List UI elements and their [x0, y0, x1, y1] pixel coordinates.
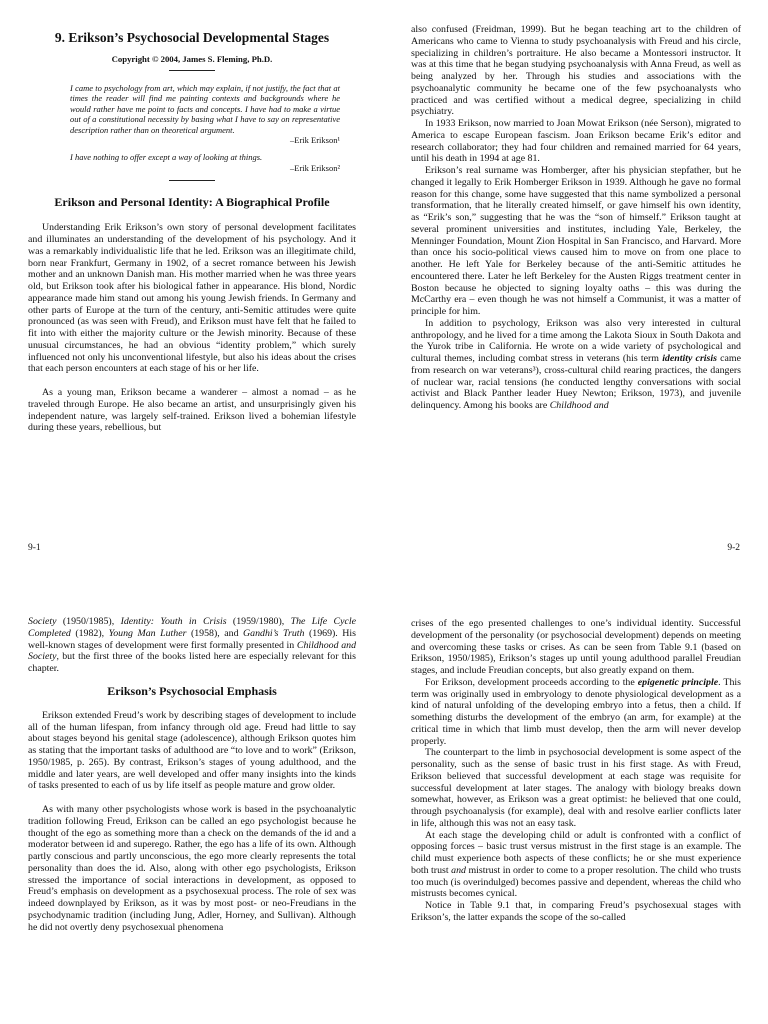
text-run: At each stage the developing child or adult is confronted with a conflict of opposing forces – basic trust versus mistrust in the first stage is an example. The child must experience both aspects of these conflicts; he or she must experience both trust: [411, 829, 741, 876]
text-run: (1982),: [70, 627, 109, 639]
body-paragraph: [411, 830, 741, 901]
emphasis-and: and: [451, 864, 466, 876]
book-title: Young Man Luther: [108, 627, 187, 639]
body-paragraph: also confused (Freidman, 1999). But he began teaching art to the children of Americans who came to Vienna to study psychoanalysis with Freud and his circle, specializing in children’s portraiture. He also became a Montessori instructor. It was at this time that he began studying psychoanalysis with Anna Freud, as well as being analyzed by her. Through his studies and associations with the psychoanalytic community he became one of the few psychoanalysts who practiced and was certified without a medical degree, specializing in child psychiatry.: [411, 24, 741, 118]
epigraph-1: [70, 83, 340, 145]
page-9-4-content: [411, 618, 741, 924]
term-epigenetic-principle: epigenetic principle: [637, 676, 719, 688]
epigraph-2-text: I have nothing to offer except a way of looking at things.: [70, 152, 263, 163]
body-paragraph: [411, 318, 741, 412]
book-title: Society: [28, 616, 57, 627]
page-9-1-content: [28, 26, 356, 434]
text-run: mistrust in order to come to a proper resolution. The child who trusts too much (is overindulged) becomes passive and dependent, whereas the child who mistrusts becomes cynical.: [411, 864, 741, 900]
text-run: For Erikson, development proceeds according to the: [425, 676, 638, 688]
body-paragraph: Understanding Erik Erikson’s own story of personal development facilitates and illuminates an understanding of the development of his psychology. And it was a remarkably individualistic life that he led. Erikson was an illegitimate child, born near Frankfurt, Germany in 1902, of a secret romance between his Jewish mother and an unknown Danish man. His mother married when he was three years old, but Erikson took after his biological father in appearance. His blond, Nordic appearance made him stand out among his young Jewish friends. In Germany and other parts of Europe at the turn of the century, anti-Semitic attitudes were quite pronounced (as was seen with Freud), and Erikson must have felt that he failed to fit into with either the majority culture or the Jewish minority. Because of these unusual circumstances, he had an obvious “identity problem,” which surely influenced not only his unconventional lifestyle, but also his ideas about the crises that each person encounters at each stage of his or her life.: [28, 222, 356, 375]
epigraph-1-text: I came to psychology from art, which may explain, if not justify, the fact that at times the reader will find me painting contexts and backgrounds where he would rather have me point to facts and concepts. I have had to make a virtue out of a constitutional necessity by basing what I have to say on representative description rather than on theoretical argument.: [70, 83, 340, 135]
body-paragraph: [411, 677, 741, 748]
copyright-line: Copyright © 2004, James S. Fleming, Ph.D.: [111, 54, 273, 64]
text-run: . This term was originally used in embryology to denote physiological development as a kind of natural unfolding of the developing embryo into a fetus, then a child. If something disturbs the development of the embryo (an arm, for example) at the critical time in which that limb must develop, then the arm will never develop properly.: [411, 676, 741, 747]
page-number: 9-1: [28, 543, 41, 553]
body-paragraph: Notice in Table 9.1 that, in comparing Freud’s psychosexual stages with Erikson’s, the latter expands the scope of the so-called: [411, 900, 741, 923]
text-run: (1959/1980),: [226, 616, 291, 627]
book-title: Childhood and: [549, 400, 609, 411]
chapter-title: 9. Erikson’s Psychosocial Developmental Stages: [54, 30, 330, 45]
text-run: In addition to psychology, Erikson was also very interested in cultural anthropology, and he lived for a time among the Lakota Sioux in South Dakota and the Yurok tribe in California. He wrote on a wide variety of psychological and cultural themes, including combat stress in veterans (his term: [411, 317, 741, 364]
body-paragraph: As with many other psychologists whose work is based in the psychoanalytic tradition following Freud, Erikson can be called an ego psychologist because he thought of the ego as something more than a check on the demands of the id and a moderator between id and superego. Rather, the ego has a life of its own. Although partly conscious and partly unconscious, the ego more clearly represents the total personality than does the id. Also, along with other ego psychologists, Erikson stressed the importance of social interactions in development, as opposed to Freud’s emphasis on development as a psychosexual process. The role of sex was indeed downplayed by Erikson, as it was by most post- or neo-Freudians in the psychodynamic tradition (including Jung, Adler, Horney, and Sullivan). Although he did not overtly deny psychosexual phenomena: [28, 804, 356, 933]
body-paragraph: [28, 616, 356, 675]
page-9-2: [384, 0, 768, 553]
body-paragraph: Erikson’s real surname was Homberger, after his physician stepfather, but he changed it legally to Erik Homberger Erikson in 1939. Although he gave no formal reason for this change, some have suggested that this name symbolized a personal transformation, that he literally created himself, or gave himself his own identity, as “Erik’s son,” suggesting that he was the “son of himself.” Erikson taught at several prominent universities and institutes, including Yale, Berkeley, the Menninger Foundation, Mount Zion Hospital in San Francisco, and Harvard. More than once his socio-political views caused him to move on from one place to another. He left Yale for Berkeley because of the anti-Semitic attitudes he encountered there. Later he left Berkeley for the Austen Riggs treatment center in Boston because he objected to signing loyalty oaths – this was during the McCarthy era – even though he was not himself a Communist, it was a matter of principle for him.: [411, 165, 741, 317]
page-number: 9-2: [727, 543, 740, 553]
page-9-3: [0, 512, 384, 1024]
text-run: (1969). His well-known stages of development were first formally presented in: [28, 627, 356, 651]
body-paragraph: Erikson extended Freud’s work by describing stages of development to include all of the human lifespan, from infancy through old age. Freud had little to say about stages beyond his genital stage (adolescence), although Erikson quotes him as stating that the important tasks of adulthood are “to love and to work” (Erikson, 1950/1985, p. 265). By contrast, Erikson’s stages of young adulthood, and the middle and later years, are well developed and offer many insights into the kinds of tasks presented to each of us by life itself as people mature and grow older.: [28, 709, 356, 792]
body-paragraph: crises of the ego presented challenges to one’s individual identity. Successful development of the personality (or psychosocial development) depends on meeting and overcoming these tasks or crises. As can be seen from Table 9.1 (based on Erikson, 1950/1985), Erikson’s stages up until young adulthood parallel Freudian stages, and include Freudian concepts, but also greatly expand on them.: [411, 618, 741, 676]
body-paragraph: In 1933 Erikson, now married to Joan Mowat Erikson (née Serson), migrated to America to escape European fascism. Joan Erikson became Erik’s editor and research collaborator; they had four children and remained married for 64 years, until his death in 1994 at age 81.: [411, 118, 741, 165]
book-title: Gandhi’s Truth: [243, 627, 305, 639]
divider: [169, 180, 215, 181]
text-run: came from research on war veterans³), cross-cultural child rearing practices, the dangers of nuclear war, racial tensions (he conducted lengthy conversations with social activist and Black Panther leader Huey Newton; Erikson, 1973), and juvenile delinquency. Among his books are: [411, 353, 741, 411]
book-title: The Life Cycle Completed: [28, 616, 357, 639]
book-title: Identity: Youth in Crisis: [120, 616, 227, 627]
text-run: (1958), and: [186, 627, 244, 639]
divider: [169, 70, 215, 71]
text-run: (1950/1985),: [56, 616, 121, 627]
term-identity-crisis: identity crisis: [662, 353, 717, 364]
epigraph-2-attribution: –Erik Erikson²: [290, 162, 340, 173]
text-run: , but the first three of the books listed here are especially relevant for this chapter.: [28, 651, 356, 674]
page-9-3-content: [28, 616, 356, 933]
body-paragraph: The counterpart to the limb in psychosocial development is some aspect of the personality, such as the sense of basic trust in his first stage. As with Freud, Erikson believed that successful development at each stage was requisite for successful development at later stages. The analogy with biology breaks down somewhat, however, as Erikson was a great optimist: he believed that one could, through psychoanalysis (for example), deal with and resolve earlier conflicts later in life, although this was not an easy task.: [411, 747, 741, 829]
page-9-4: [384, 512, 768, 1024]
page-9-2-content: [411, 24, 741, 412]
section-title-psychosocial: Erikson’s Psychosocial Emphasis: [107, 683, 277, 698]
body-paragraph: As a young man, Erikson became a wanderer – almost a nomad – as he traveled through Europe. He also became an artist, and unsurprisingly given his independent nature, was largely self-trained. Erikson lived a bohemian lifestyle during these years, rebellious, but: [28, 387, 356, 434]
page-9-1: [0, 0, 384, 553]
epigraph-2: [70, 152, 340, 173]
book-title: Childhood and Society: [28, 639, 357, 663]
epigraph-1-attribution: –Erik Erikson¹: [290, 135, 340, 146]
section-title-biography: Erikson and Personal Identity: A Biographical Profile: [54, 195, 330, 210]
